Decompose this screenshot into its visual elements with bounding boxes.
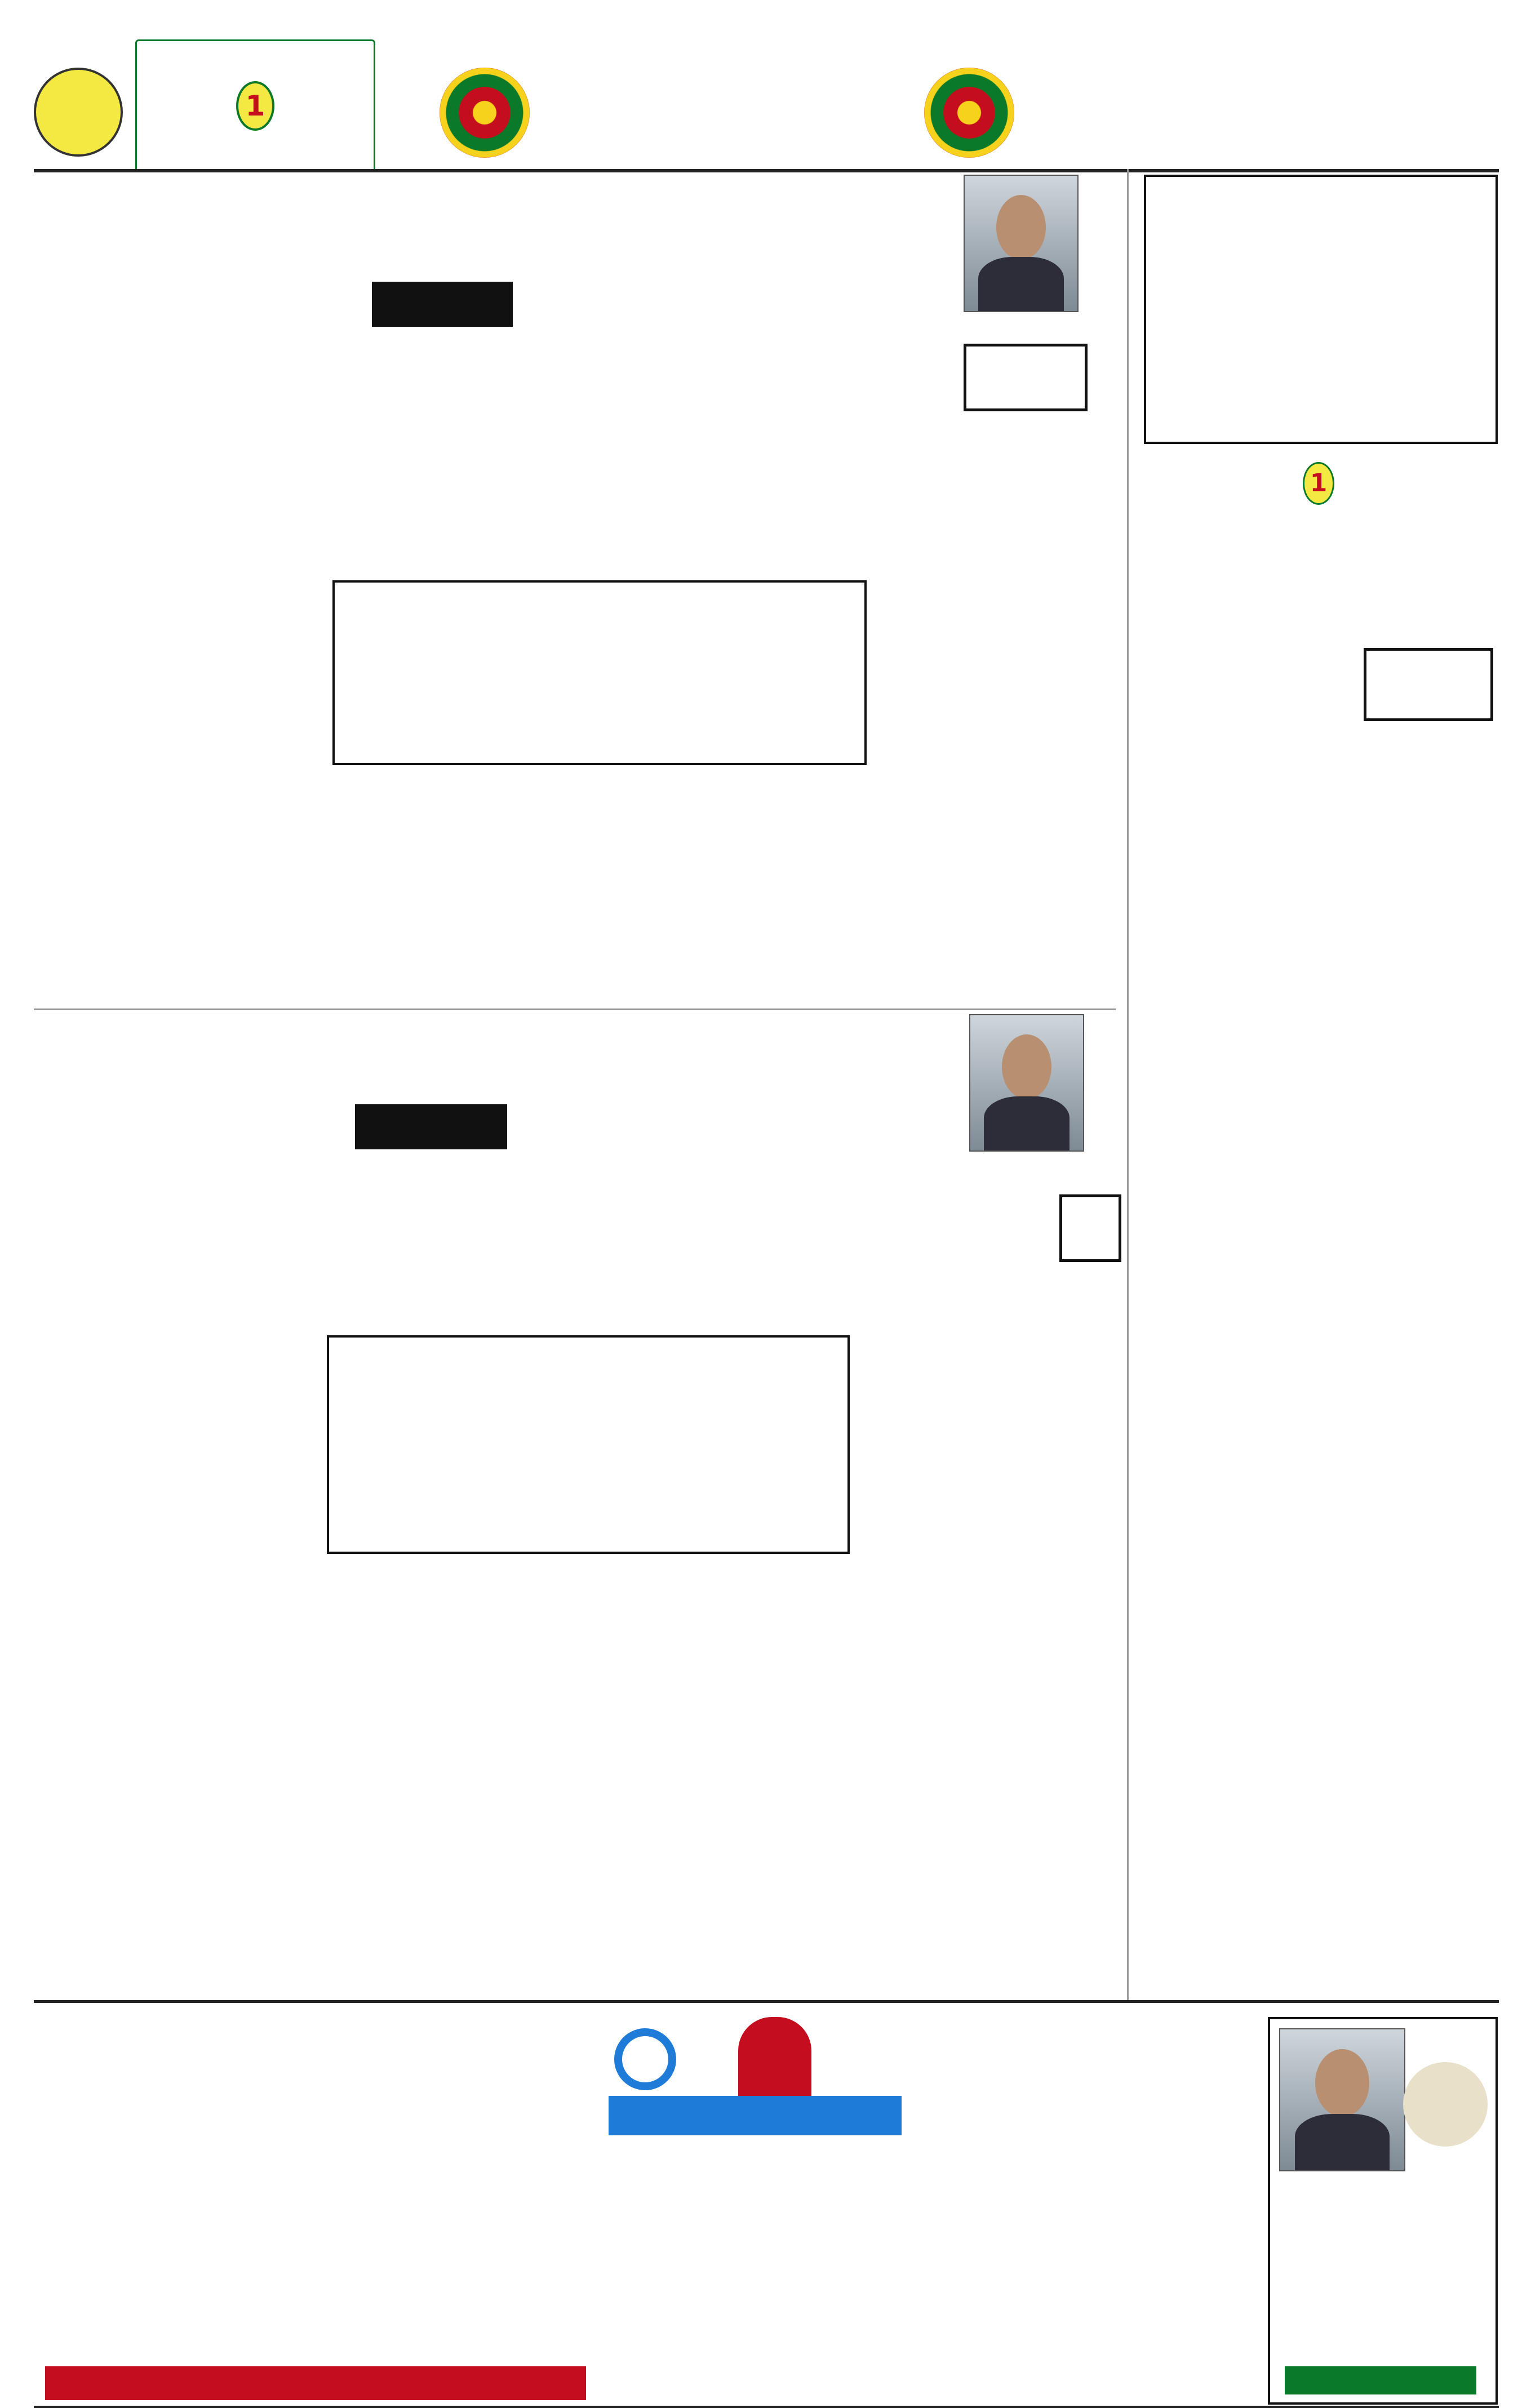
quotes-list: [1146, 183, 1496, 192]
article2-column-1: [828, 1194, 1054, 1994]
author-photo-2: [969, 1014, 1084, 1152]
article2-category-tag: [355, 1104, 507, 1149]
article1-column-2b: [586, 772, 823, 1003]
quotes-box: [1144, 175, 1498, 444]
article2-column-3b: [259, 1561, 496, 1994]
anniversary-badge: 1: [236, 81, 274, 131]
mailbox-icon: [738, 2017, 811, 2107]
article1-pull-quote: [332, 580, 867, 765]
letters-divider: [34, 2000, 1499, 2003]
article2-column-2b: [507, 1561, 817, 1994]
aaina-photo: [1279, 2028, 1405, 2171]
article2-pull-quote: [327, 1335, 850, 1554]
article-divider: [34, 1008, 1116, 1010]
footer-divider: [34, 2406, 1499, 2408]
article1-category-tag: [372, 282, 513, 327]
article1-column-3b: [259, 772, 575, 1003]
aaina-text: [1279, 2180, 1482, 2349]
side-article-body: [1144, 648, 1493, 1961]
letters-body-middle: [597, 2163, 913, 2400]
article1-column-2: [586, 265, 823, 580]
letter1-body: [45, 2017, 586, 2333]
right-column-divider: [1127, 169, 1129, 2000]
masthead-logo: [135, 39, 375, 172]
letters-masthead: [597, 2017, 913, 2158]
aaina-author: [1285, 2366, 1476, 2394]
editorial-note: [45, 2366, 586, 2400]
letters-title: [609, 2096, 902, 2135]
decorative-burst-left: [440, 68, 530, 158]
article2-side-tag: [1059, 1194, 1121, 1262]
anniversary-badge-2: 1: [1303, 462, 1334, 505]
letter2-body: [930, 2051, 1257, 2400]
page-number: [34, 68, 123, 157]
article2-column-2: [507, 1104, 817, 1330]
article1-column-1: [834, 265, 1076, 1003]
aaina-label: [1403, 2062, 1488, 2147]
decorative-burst-right: [924, 68, 1014, 158]
article2-column-3: [259, 1149, 496, 1330]
article1-column-3: [259, 332, 575, 580]
browser-icon: [614, 2028, 676, 2090]
header-divider: [34, 169, 1499, 172]
side-article-logo: [1144, 462, 1493, 580]
article2-column-4: [34, 1104, 248, 1994]
article1-column-4: [34, 265, 248, 1003]
